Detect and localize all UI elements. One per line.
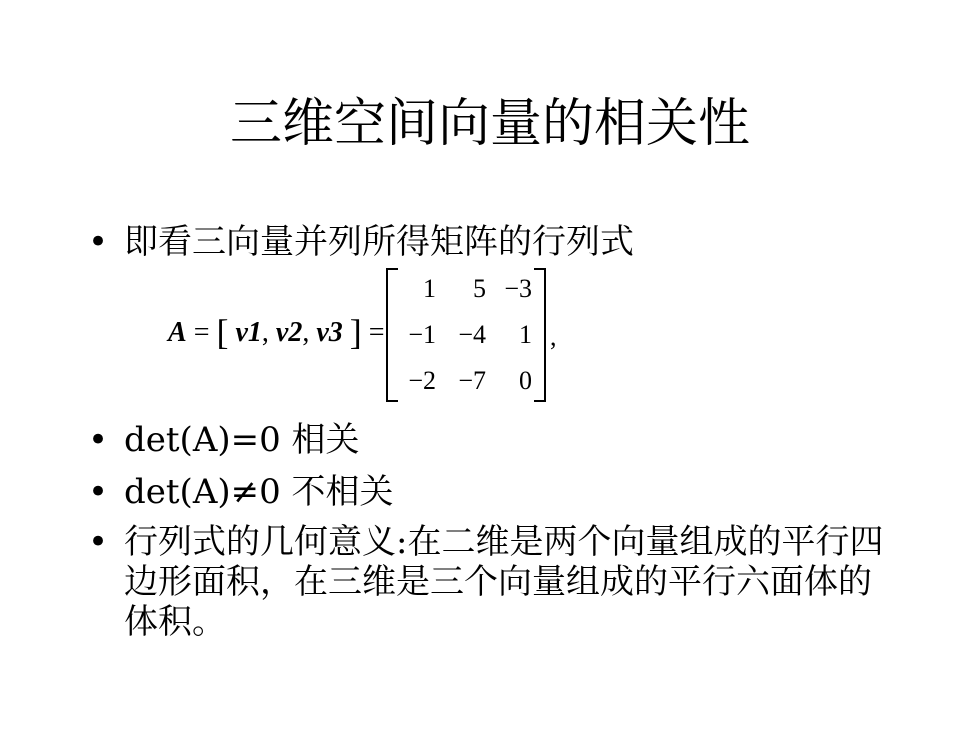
vector-v3: v3 — [316, 317, 343, 348]
matrix-right-bracket — [534, 268, 546, 402]
open-bracket: [ — [216, 312, 229, 352]
matrix-equation — [168, 262, 588, 412]
equals-sign: = — [368, 317, 385, 348]
slide-title: 三维空间向量的相关性 — [229, 94, 750, 154]
matrix-cell: −3 — [504, 274, 532, 303]
matrix-cell: −7 — [458, 366, 486, 395]
bullet-dot: • — [88, 222, 109, 262]
vector-v1: v1 — [235, 317, 262, 348]
matrix-symbol: A — [168, 317, 187, 348]
bullet-dot: • — [88, 472, 109, 512]
equation-comma: , — [550, 322, 557, 351]
matrix-cell: −4 — [458, 320, 486, 349]
bullet-dot: • — [88, 522, 109, 562]
equals-sign: = — [193, 317, 210, 348]
bullet-text: 行列式的几何意义:在二维是两个向量组成的平行四边形面积，在三维是三个向量组成的平行六面体的体积。 — [124, 522, 884, 642]
matrix-cell: 1 — [519, 320, 532, 349]
bullet-text: det(A)≠0 不相关 — [124, 472, 394, 512]
matrix-cell: −1 — [408, 320, 436, 349]
matrix-cell: 0 — [519, 366, 532, 395]
matrix-cell: 5 — [473, 274, 486, 303]
bullet-text: 即看三向量并列所得矩阵的行列式 — [124, 222, 634, 262]
equation-lhs: A = [ v1, v2, v3 ] = — [168, 312, 385, 352]
close-bracket: ] — [349, 312, 362, 352]
matrix-cell: 1 — [423, 274, 436, 303]
matrix-cell: −2 — [408, 366, 436, 395]
bullet-dot: • — [88, 420, 109, 460]
vector-v2: v2 — [275, 317, 303, 348]
bullet-text: det(A)=0 相关 — [124, 420, 360, 460]
matrix — [386, 268, 546, 402]
